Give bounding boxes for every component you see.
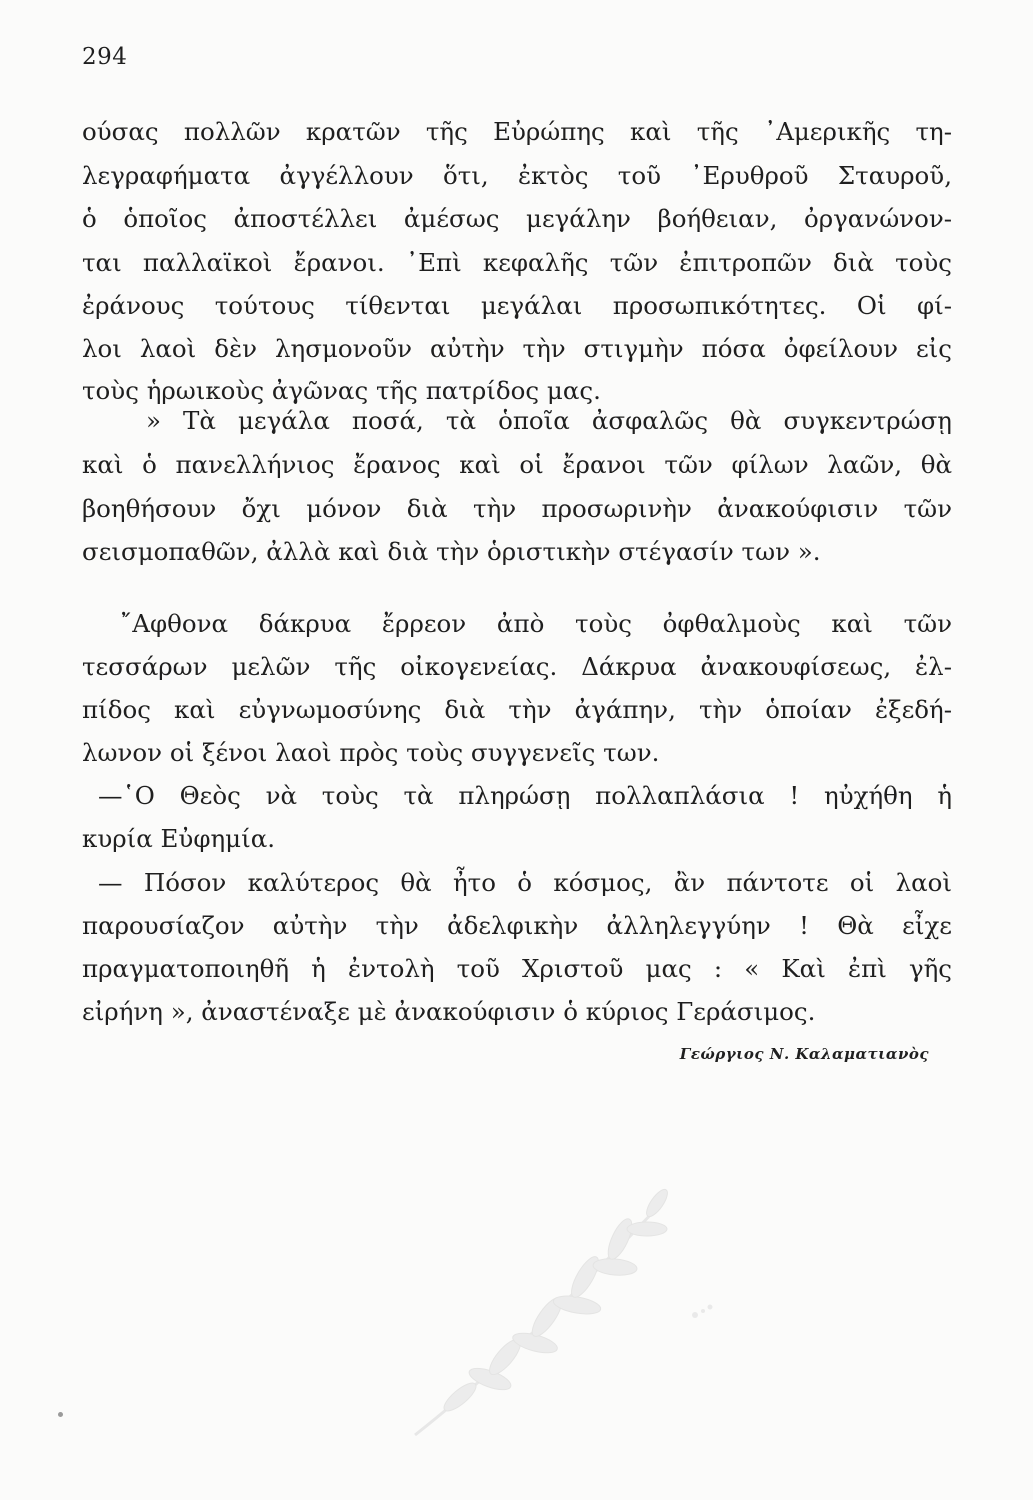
text-line: — Πόσον καλύτερος θὰ ἦτο ὁ κόσμος, ἂν πάντοτε οἱ λαοὶ [98,868,952,897]
text-line: σεισμοπαθῶν, ἀλλὰ καὶ διὰ τὴν ὁριστικὴν στέγασίν των ». [82,537,821,566]
text-line: πίδος καὶ εὐγνωμοσύνης διὰ τὴν ἀγάπην, τὴν ὁποίαν ἐξεδή- [82,695,952,724]
text-line: καὶ ὁ πανελλήνιος ἔρανος καὶ οἱ ἔρανοι τῶν φίλων λαῶν, θὰ [82,450,952,479]
text-line: λωνον οἱ ξένοι λαοὶ πρὸς τοὺς συγγενεῖς των. [82,738,660,767]
text-line: τεσσάρων μελῶν τῆς οἰκογενείας. Δάκρυα ἀνακουφίσεως, ἐλ- [82,652,952,681]
text-line: πραγματοποιηθῆ ἡ ἐντολὴ τοῦ Χριστοῦ μας : « Καὶ ἐπὶ γῆς [82,954,952,983]
text-line: ἐράνους τούτους τίθενται μεγάλαι προσωπικότητες. Οἱ φί- [82,291,952,320]
text-line: ούσας πολλῶν κρατῶν τῆς Εὐρώπης καὶ τῆς ᾿Αμερικῆς τη- [82,117,952,146]
text-line: τοὺς ἡρωικοὺς ἀγῶνας τῆς πατρίδος μας. [82,376,601,405]
text-line: ται παλλαϊκοὶ ἔρανοι. ᾿Επὶ κεφαλῆς τῶν ἐπιτροπῶν διὰ τοὺς [82,248,952,277]
text-line: —῾Ο Θεὸς νὰ τοὺς τὰ πληρώσῃ πολλαπλάσια ! ηὐχήθη ἡ [98,781,952,810]
text-line: λεγραφήματα ἀγγέλλουν ὅτι, ἐκτὸς τοῦ ᾿Ερυθροῦ Σταυροῦ, [82,161,952,190]
text-line: ὁ ὁποῖος ἀποστέλλει ἀμέσως μεγάλην βοήθειαν, ὀργανώνον- [82,204,952,233]
page-number: 294 [82,44,128,70]
text-line: κυρία Εὐφημία. [82,824,276,853]
author-signature: Γεώργιος Ν. Καλαματιανὸς [679,1045,929,1063]
page-speck [58,1412,63,1417]
text-line: » Τὰ μεγάλα ποσά, τὰ ὁποῖα ἀσφαλῶς θὰ συγκεντρώσῃ [146,406,952,435]
text-line: βοηθήσουν ὄχι μόνον διὰ τὴν προσωρινὴν ἀνακούφισιν τῶν [82,494,952,523]
text-line: εἰρήνη », ἀναστέναξε μὲ ἀνακούφισιν ὁ κύριος Γεράσιμος. [82,997,816,1026]
text-line: λοι λαοὶ δὲν λησμονοῦν αὐτὴν τὴν στιγμὴν πόσα ὀφείλουν εἰς [82,334,952,363]
text-line: παρουσίαζον αὐτὴν τὴν ἀδελφικὴν ἀλληλεγγύην ! Θὰ εἶχε [82,911,952,940]
laurel-branch-icon [395,1165,775,1455]
text-line: ῎Αφθονα δάκρυα ἔρρεον ἀπὸ τοὺς ὀφθαλμοὺς καὶ τῶν [120,609,952,638]
